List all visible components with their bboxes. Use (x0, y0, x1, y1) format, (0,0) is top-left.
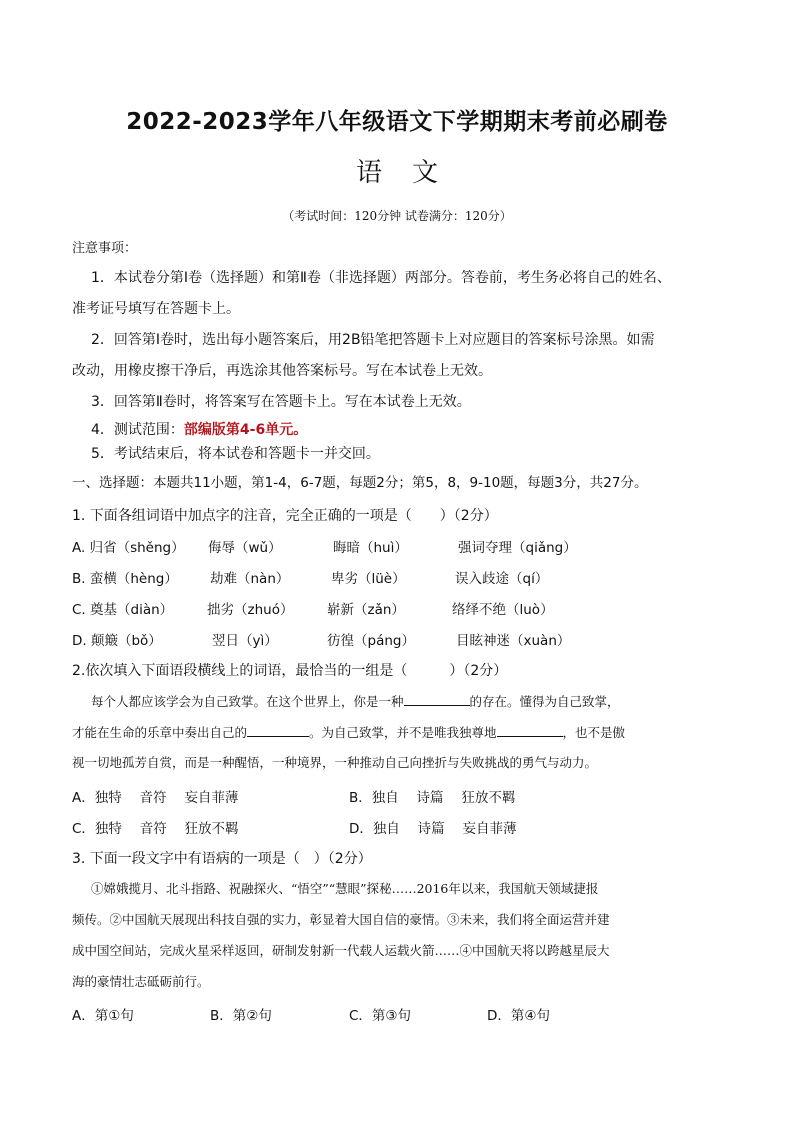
q1-option-c-word-3: 崭新（zǎn） (327, 602, 405, 618)
q3-stem: 3. 下面一段文字中有语病的一项是（ ）（2分） (72, 851, 372, 867)
note-2-line-2: 改动，用橡皮擦干净后，再选涂其他答案标号。写在本试卷上无效。 (72, 363, 492, 379)
q1-option-c-word-4: 络绎不绝（luò） (452, 602, 554, 618)
q1-option-b-word-2: 劫难（nàn） (210, 571, 290, 587)
subject-title: 语文 (355, 158, 468, 188)
q3-option-a: A．第①句 (72, 1008, 134, 1024)
q1-option-b-word-4: 误入歧途（qí） (455, 571, 549, 587)
q3-option-b: B．第②句 (210, 1008, 272, 1024)
q2-option-b: B．独自 诗篇 狂放不羁 (349, 790, 516, 806)
q2-passage-text-2a: 才能在生命的乐章中奏出自己的 (72, 725, 248, 740)
q2-option-a: A．独特 音符 妄自菲薄 (72, 790, 239, 806)
q2-stem: 2.依次填入下面语段横线上的词语，最恰当的一组是（ ）（2分） (72, 663, 508, 679)
note-4-label: 4．测试范围： (91, 422, 184, 438)
q1-stem: 1. 下面各组词语中加点字的注音，完全正确的一项是（ ）（2分） (72, 508, 498, 524)
q2-passage-line-3: 视一切地孤芳自赏，而是一种醒悟，一种境界，一种推动自己向挫折与失败挑战的勇气与动力。 (72, 755, 598, 770)
q1-option-d: D. 颠簸（bǒ） (72, 633, 162, 649)
q1-option-b: B. 蛮横（hèng） (72, 571, 178, 587)
q1-option-d-word-2: 翌日（yì） (212, 633, 278, 649)
notes-title: 注意事项： (72, 241, 138, 256)
q2-passage-text-1a: 每个人都应该学会为自己致掌。在这个世界上，你是一种 (91, 694, 404, 709)
q3-passage-line-2: 频传。②中国航天展现出科技自强的实力，彰显着大国自信的豪情。③未来，我们将全面运营并建 (72, 912, 610, 927)
q3-option-c: C．第③句 (349, 1008, 412, 1024)
note-1-line-1: 1．本试卷分第Ⅰ卷（选择题）和第Ⅱ卷（非选择题）两部分。答卷前，考生务必将自己的姓名、 (91, 270, 671, 286)
note-5: 5．考试结束后，将本试卷和答题卡一并交回。 (91, 446, 380, 462)
q1-option-d-word-4: 目眩神迷（xuàn） (456, 633, 571, 649)
note-1-line-2: 准考证号填写在答题卡上。 (72, 301, 240, 317)
q2-option-c: C．独特 音符 狂放不羁 (72, 821, 239, 837)
q2-passage-text-2b: 。为自己致掌，并不是唯我独尊地 (309, 725, 497, 740)
exam-info: （考试时间：120分钟 试卷满分：120分） (282, 209, 512, 223)
section-1-heading: 一、选择题：本题共11小题，第1-4，6-7题，每题2分；第5，8，9-10题，每题3分，共27分。 (72, 475, 648, 491)
note-2-line-1: 2．回答第Ⅰ卷时，选出每小题答案后，用2B铅笔把答题卡上对应题目的答案标号涂黑。如需 (91, 332, 655, 348)
note-4 (91, 420, 307, 440)
q2-blank-3 (497, 722, 563, 737)
test-range: 部编版第4-6单元。 (183, 422, 308, 438)
q2-passage-text-2c: ，也不是傲 (562, 725, 626, 740)
q3-passage-line-4: 海的豪情壮志砥砺前行。 (72, 974, 210, 989)
q2-passage-line-2 (72, 722, 625, 741)
q2-passage-text-1b: 的存在。懂得为自己致掌， (469, 694, 620, 709)
q2-passage-line-1 (91, 691, 620, 710)
note-3: 3．回答第Ⅱ卷时，将答案写在答题卡上。写在本试卷上无效。 (91, 394, 471, 410)
q2-blank-2 (247, 722, 309, 737)
q1-option-c: C. 奠基（diàn） (72, 602, 174, 618)
q2-option-d: D．独自 诗篇 妄自菲薄 (349, 821, 517, 837)
q1-option-a-word-2: 侮辱（wǔ） (208, 540, 282, 556)
q1-option-a: A. 归省（shěng） (72, 540, 185, 556)
exam-title: 2022-2023学年八年级语文下学期期末考前必刷卷 (126, 109, 668, 135)
q2-blank-1 (404, 691, 470, 706)
q1-option-c-word-2: 拙劣（zhuó） (207, 602, 294, 618)
q1-option-a-word-4: 强词夺理（qiǎng） (458, 540, 577, 556)
q1-option-a-word-3: 晦暗（huì） (333, 540, 408, 556)
q3-option-d: D．第④句 (487, 1008, 550, 1024)
q1-option-b-word-3: 卑劣（lüè） (331, 571, 406, 587)
q3-passage-line-1: ①嫦娥揽月、北斗指路、祝融探火、“悟空”“慧眼”探秘……2016年以来，我国航天领域捷报 (91, 881, 599, 896)
q3-passage-line-3: 成中国空间站，完成火星采样返回，研制发射新一代载人运载火箭……④中国航天将以跨越星辰大 (72, 943, 610, 958)
q1-option-d-word-3: 彷徨（páng） (327, 633, 415, 649)
